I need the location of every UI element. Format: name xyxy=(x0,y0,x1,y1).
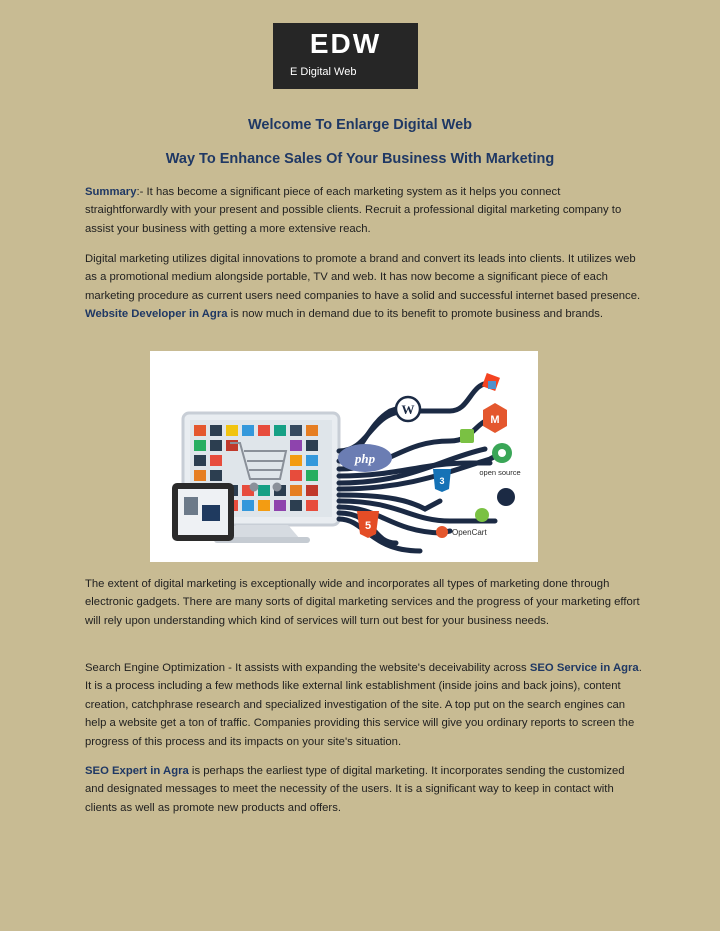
wordpress-icon xyxy=(396,397,420,421)
logo-abbreviation: EDW xyxy=(309,28,382,59)
css3-icon xyxy=(433,469,451,492)
open-source-label: open source xyxy=(479,468,521,477)
magento-icon xyxy=(483,403,507,433)
page-subheading: Way To Enhance Sales Of Your Business With Marketing xyxy=(165,151,555,167)
svg-text:3: 3 xyxy=(439,476,445,486)
summary-text: :- It has become a significant piece of each marketing system as it helps you connect straightforwardly with your present and possible clients. Recruit a professional digital marketing company to assist your business with getting a more extensive reach. xyxy=(85,186,622,235)
intro-text-after: is now much in demand due to its benefit to promote business and brands. xyxy=(227,308,604,321)
summary-label: Summary xyxy=(85,186,137,198)
logo-name: E Digital Web xyxy=(290,66,357,78)
seo-text-before: Search Engine Optimization - It assists with expanding the website's deceivability across xyxy=(85,662,530,674)
joomla-green-icon xyxy=(460,429,474,443)
svg-text:W: W xyxy=(401,402,415,417)
scope-paragraph xyxy=(85,575,645,630)
seo-paragraph xyxy=(85,659,645,751)
intro-text-before: Digital marketing utilizes digital innovations to promote a brand and convert its leads into clients. It utilizes web as a promotional medium alongside portable, TV and web. It has now become a significant piece of each marketing procedure as current users need companies to have a solid and successful internet based presence. xyxy=(85,253,641,302)
seo-expert-link[interactable]: SEO Expert in Agra xyxy=(85,765,189,777)
svg-text:5: 5 xyxy=(364,520,372,532)
joomla-icon xyxy=(482,373,500,391)
summary-paragraph xyxy=(85,183,645,238)
php-logo xyxy=(338,444,392,472)
digital-marketing-illustration xyxy=(150,351,538,562)
tablet-icon xyxy=(172,483,234,541)
scope-text: The extent of digital marketing is exceptionally wide and incorporates all types of marketing done through electronic gadgets. There are many sorts of digital marketing services and the progress of your marketing effort will rely upon understanding which kind of services will turn out best for your business needs. xyxy=(85,578,640,627)
opencart-label: OpenCart xyxy=(452,528,487,537)
php-label: php xyxy=(354,451,376,466)
svg-text:M: M xyxy=(490,414,500,426)
seo-expert-paragraph xyxy=(85,762,645,817)
page-heading: Welcome To Enlarge Digital Web xyxy=(248,117,472,133)
seo-service-link[interactable]: SEO Service in Agra xyxy=(529,662,639,674)
drupal-icon xyxy=(475,488,515,522)
seo-text-after: . It is a process including a few methods like external link establishment (inside joins and back joins), content creation, catchphrase research and specialized investigation of the site. A top put on the search engines can help a website get a ton of traffic. Companies providing this service will give you ordinary reports to screen the progress of this process and its impacts on your site's situation. xyxy=(85,662,642,748)
edw-logo xyxy=(273,23,418,89)
website-developer-link[interactable]: Website Developer in Agra xyxy=(85,308,228,321)
seo-expert-text: is perhaps the earliest type of digital marketing. It incorporates sending the customized and designated messages to meet the necessity of the users. It is a significant way to keep in contact with clients as well as promote new products and offers. xyxy=(85,765,625,814)
intro-paragraph xyxy=(85,250,645,324)
illustration-svg xyxy=(150,351,538,562)
html5-icon xyxy=(357,511,379,538)
opencart-logo xyxy=(436,526,487,538)
